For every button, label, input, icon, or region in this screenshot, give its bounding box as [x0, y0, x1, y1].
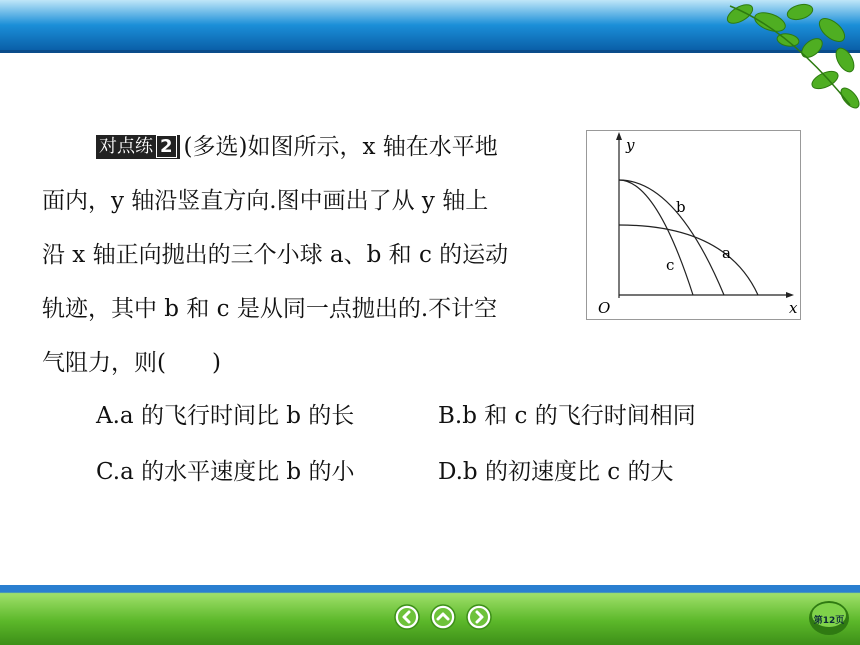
up-button[interactable]: [430, 604, 456, 630]
leaves-decoration: [700, 0, 860, 115]
option-b[interactable]: B.b 和 c 的飞行时间相同: [438, 403, 696, 429]
option-a[interactable]: A.a 的飞行时间比 b 的长: [96, 403, 355, 429]
question-line-5: 气阻力，则( ): [42, 350, 221, 376]
option-d[interactable]: D.b 的初速度比 c 的大: [438, 459, 674, 485]
question-text: [42, 128, 582, 398]
curve-label-a: a: [722, 244, 731, 262]
question-line-3: 沿 x 轴正向抛出的三个小球 a、b 和 c 的运动: [42, 242, 509, 268]
origin-label: O: [598, 299, 611, 317]
chevron-up-icon: [430, 604, 456, 630]
next-button[interactable]: [466, 604, 492, 630]
question-line-1: (多选)如图所示，x 轴在水平地: [183, 134, 498, 160]
curve-label-b: b: [676, 198, 686, 216]
curve-label-c: c: [666, 256, 675, 274]
page-indicator: 第12页: [813, 616, 845, 626]
y-axis-label: y: [626, 136, 635, 154]
question-line-4: 轨迹，其中 b 和 c 是从同一点抛出的.不计空: [42, 296, 498, 322]
prev-button[interactable]: [394, 604, 420, 630]
question-line-2: 面内，y 轴沿竖直方向.图中画出了从 y 轴上: [42, 188, 489, 214]
chevron-right-icon: [466, 604, 492, 630]
x-axis-label: x: [789, 299, 798, 317]
practice-badge: 对点练 2: [96, 135, 180, 159]
chevron-left-icon: [394, 604, 420, 630]
trajectory-figure: [586, 130, 801, 320]
answer-options: [96, 398, 796, 510]
option-c[interactable]: C.a 的水平速度比 b 的小: [96, 459, 355, 485]
